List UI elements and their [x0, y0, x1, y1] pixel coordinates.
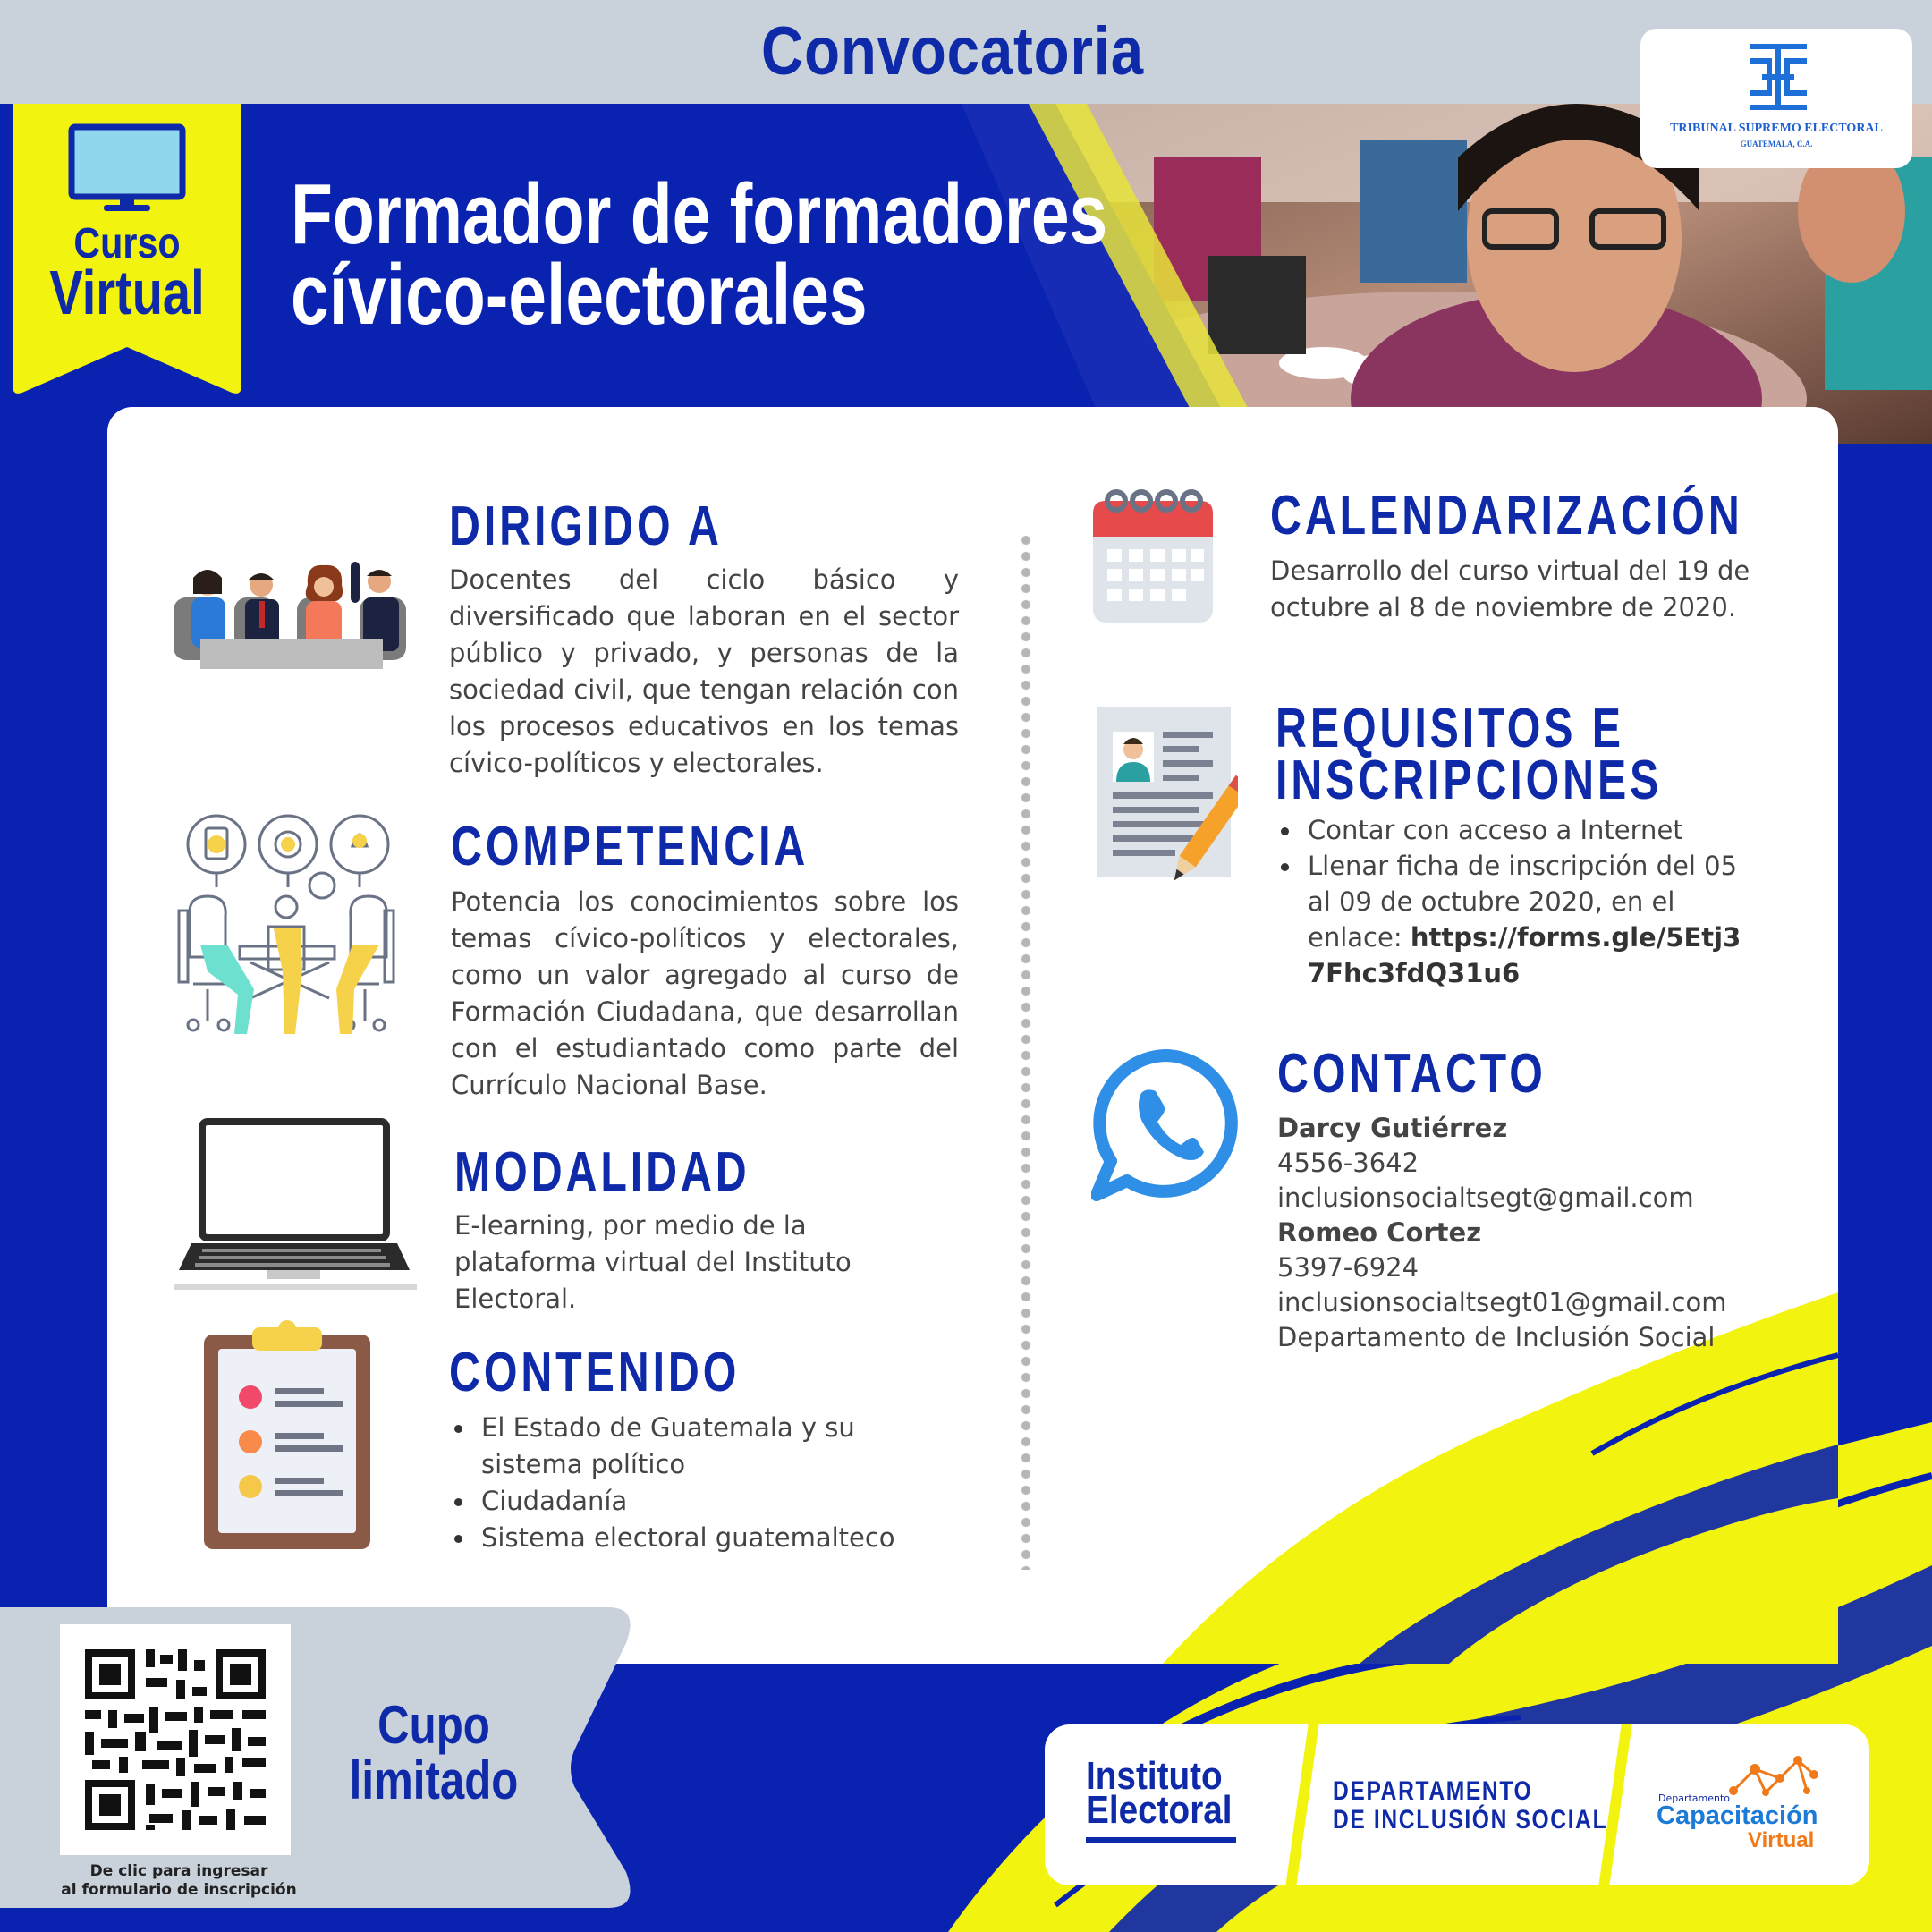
dirigido-heading: DIRIGIDO A: [449, 496, 723, 557]
calendarizacion-text: Desarrollo del curso virtual del 19 de octubre al 8 de noviembre de 2020.: [1270, 555, 1750, 623]
competencia-heading: COMPETENCIA: [451, 816, 809, 877]
banner-line1: Curso: [73, 220, 181, 267]
contact-department: Departamento de Inclusión Social: [1277, 1322, 1716, 1352]
tse-name: TRIBUNAL SUPREMO ELECTORAL: [1670, 122, 1883, 135]
contenido-item: Sistema electoral guatemalteco: [449, 1520, 959, 1556]
teamwork-ideas-icon: [161, 810, 413, 1039]
curso-virtual-banner: [13, 104, 242, 399]
cupo-limitado: [343, 1695, 526, 1810]
dirigido-text: Docentes del ciclo básico y diversificado que laboran en el sector público y privado, y personas de la sociedad civil, que tengan relación con los procesos educativos en los temas cívico-políticos y electorales.: [449, 564, 959, 778]
ie-line2: Electoral: [1086, 1788, 1233, 1832]
requisitos-heading-line2: INSCRIPCIONES: [1275, 750, 1663, 811]
requisitos-item: Contar con acceso a Internet: [1275, 812, 1750, 848]
main-title-line2: cívico-electorales: [291, 247, 868, 343]
contenido-list: [449, 1410, 959, 1556]
monitor-icon: [68, 123, 186, 213]
requisitos-heading-line1: REQUISITOS E: [1275, 698, 1624, 759]
column-divider: [1021, 532, 1031, 1570]
resume-document-icon: [1095, 705, 1238, 894]
contacto-details: [1277, 1111, 1778, 1355]
contact-phone: 5397-6924: [1277, 1252, 1419, 1283]
calendar-icon: [1091, 487, 1215, 624]
ie-underline: [1086, 1837, 1236, 1843]
qr-code-icon: [60, 1624, 291, 1855]
page-header-title: Convocatoria: [761, 13, 1144, 89]
tse-logo: [1640, 29, 1912, 168]
tse-emblem-icon: [1744, 41, 1812, 113]
qr-caption: [36, 1862, 322, 1900]
modalidad-heading: MODALIDAD: [454, 1141, 750, 1203]
partner-separator: [1284, 1724, 1320, 1885]
contact-name: Romeo Cortez: [1277, 1217, 1482, 1248]
competencia-text: Potencia los conocimientos sobre los temas cívico-políticos y electorales, como un valor agregado al curso de Formación Ciudadana, que desarrollan con el estudiantado como parte del Currículo Nacional Base.: [451, 886, 959, 1100]
modalidad-text: E-learning, por medio de la plataforma virtual del Instituto Electoral.: [454, 1210, 852, 1314]
requisitos-item: [1275, 848, 1750, 991]
tse-location: GUATEMALA, C.A.: [1740, 140, 1813, 148]
contact-phone: 4556-3642: [1277, 1148, 1419, 1178]
main-title-line1: Formador de formadores: [291, 166, 1108, 262]
cupo-line1: Cupo: [377, 1695, 490, 1755]
contact-name: Darcy Gutiérrez: [1277, 1113, 1508, 1143]
contenido-heading: CONTENIDO: [449, 1342, 741, 1403]
cap-big-label: Capacitación: [1657, 1801, 1818, 1830]
qr-caption-line2: al formulario de inscripción: [61, 1881, 297, 1899]
requisitos-list: [1275, 812, 1750, 991]
registration-qr-code[interactable]: [60, 1624, 291, 1855]
network-nodes-icon: [1724, 1751, 1823, 1801]
contacto-heading: CONTACTO: [1277, 1043, 1546, 1105]
partner-logos: [1045, 1724, 1869, 1885]
contenido-item: El Estado de Guatemala y su sistema político: [449, 1410, 959, 1483]
registration-form-link[interactable]: https://forms.gle/5Etj37Fhc3fdQ31u6: [1308, 922, 1741, 988]
cupo-line2: limitado: [349, 1750, 519, 1810]
contact-email[interactable]: inclusionsocialtsegt@gmail.com: [1277, 1182, 1694, 1213]
banner-line2: Virtual: [49, 258, 205, 327]
contenido-item: Ciudadanía: [449, 1483, 959, 1520]
whatsapp-icon: [1091, 1048, 1243, 1202]
contact-email[interactable]: inclusionsocialtsegt01@gmail.com: [1277, 1287, 1727, 1318]
cap-virtual-label: Virtual: [1748, 1828, 1815, 1852]
laptop-icon: [172, 1118, 419, 1293]
ie-line1: Instituto: [1086, 1754, 1223, 1798]
requisitos-item-text: Llenar ficha de inscripción del 05 al 09 de octubre 2020, en el enlace:: [1308, 851, 1738, 953]
dis-line1: DEPARTAMENTO: [1333, 1776, 1533, 1806]
calendarizacion-heading: CALENDARIZACIÓN: [1270, 485, 1743, 547]
dis-line2: DE INCLUSIÓN SOCIAL: [1333, 1805, 1608, 1835]
qr-caption-line1: De clic para ingresar: [89, 1862, 268, 1880]
clipboard-checklist-icon: [202, 1318, 372, 1551]
cap-small-label: Departamento: [1658, 1792, 1731, 1804]
people-meeting-icon: [172, 558, 419, 671]
